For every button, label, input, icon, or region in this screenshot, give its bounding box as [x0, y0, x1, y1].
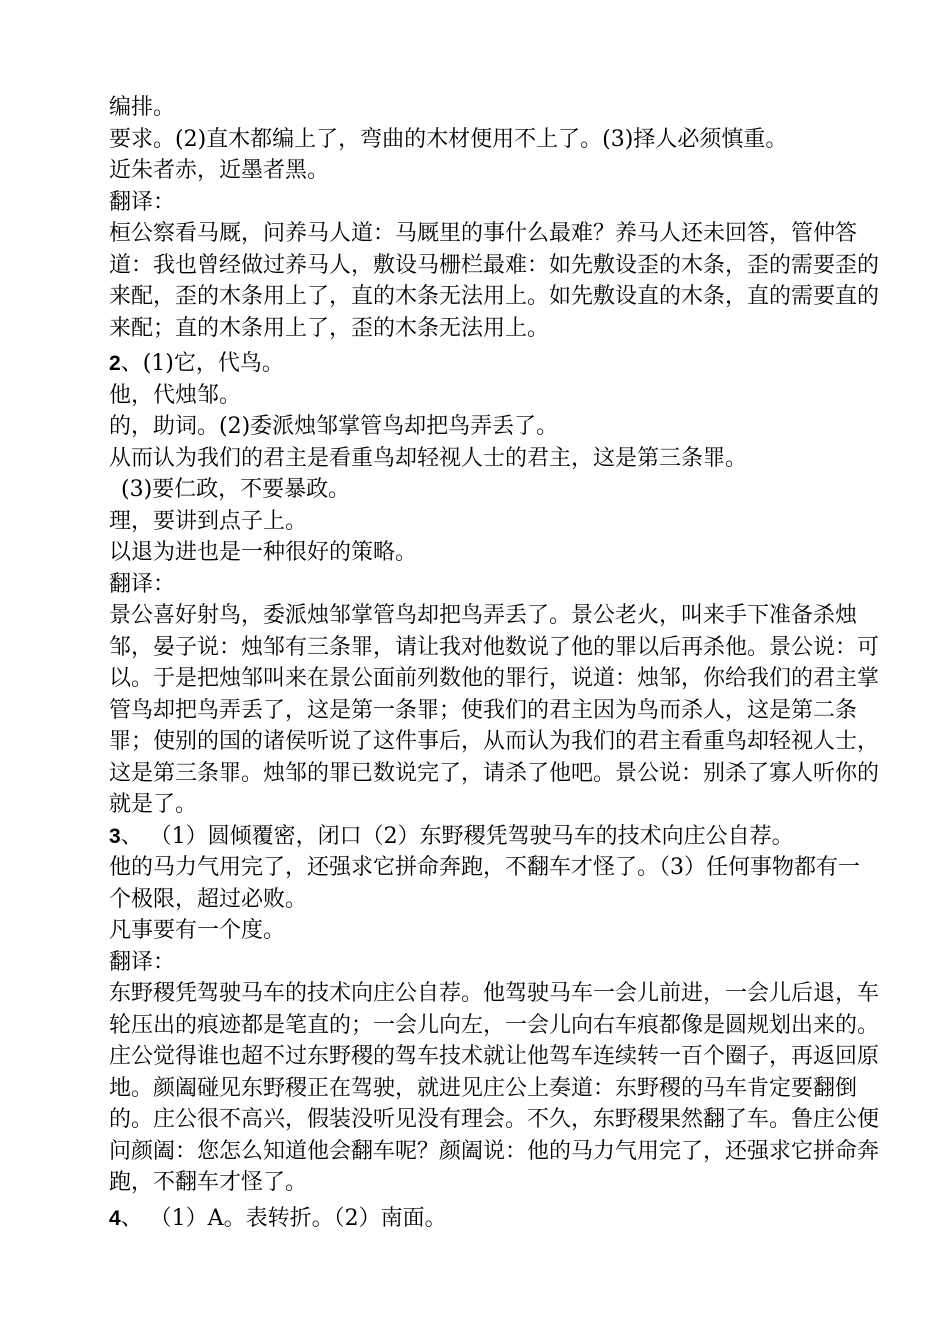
- section-heading-text: 、 （1）圆倾覆密，闭口（2）东野稷凭驾驶马车的技术向庄公自荐。: [120, 823, 794, 849]
- text-line: 编排。: [109, 95, 176, 120]
- text-line: 的，助词。(2)委派烛邹掌管鸟却把鸟弄丢了。: [109, 414, 559, 439]
- text-line: 理，要讲到点子上。: [109, 508, 308, 534]
- text-line: 要求。(2)直木都编上了，弯曲的木材便用不上了。(3)择人必须慎重。: [109, 126, 788, 152]
- translation-label: 翻译：: [109, 189, 176, 215]
- section-heading-text: 、 （1）A。表转折。（2）南面。: [120, 1205, 447, 1231]
- section-2-heading: [109, 348, 879, 380]
- text-line: (3)要仁政，不要暴政。: [121, 477, 351, 502]
- section-number: 3: [109, 824, 121, 848]
- section-3-heading: [109, 821, 879, 853]
- section-4-heading: [109, 1203, 879, 1235]
- translation-label: 翻译：: [109, 571, 176, 597]
- document-body: [109, 92, 879, 1234]
- text-line: 以退为进也是一种很好的策略。: [109, 540, 418, 565]
- translation-label: 翻译：: [109, 949, 176, 975]
- translation-paragraph-1: 桓公察看马厩，问养马人道：马厩里的事什么最难？养马人还未回答，管仲答道：我也曾经做过养马人，敷设马栅栏最难：如先敷设歪的木条，歪的需要歪的来配，歪的木条用上了，直的木条无法用上。如先敷设直的木条，直的需要直的来配；直的木条用上了，歪的木条无法用上。: [109, 221, 880, 341]
- section-number: 2: [109, 352, 121, 375]
- translation-paragraph-3: 东野稷凭驾驶马车的技术向庄公自荐。他驾驶马车一会儿前进，一会儿后退，车轮压出的痕迹都是笔直的；一会儿向左，一会儿向右车痕都像是圆规划出来的。庄公觉得谁也超不过东野稷的驾车技术就让他驾车连续转一百个圈子，再返回原地。颜阖碰见东野稷正在驾驶，就进见庄公上奏道：东野稷的马车肯定要翻倒的。庄公很不高兴，假装没听见没有理会。不久，东野稷果然翻了车。鲁庄公便问颜阖：您怎么知道他会翻车呢？颜阖说：他的马力气用完了，还强求它拼命奔跑，不翻车才怪了。: [109, 981, 880, 1195]
- translation-paragraph-2: 景公喜好射鸟，委派烛邹掌管鸟却把鸟弄丢了。景公老火，叫来手下准备杀烛邹，晏子说：烛邹有三条罪，请让我对他数说了他的罪以后再杀他。景公说：可以。于是把烛邹叫来在景公面前列数他的罪行，说道：烛邹，你给我们的君主掌管鸟却把鸟弄丢了，这是第一条罪；使我们的君主因为鸟而杀人，这是第二条罪；使别的国的诸侯听说了这件事后，从而认为我们的君主看重鸟却轻视人士，这是第三条罪。烛邹的罪已数说完了，请杀了他吧。景公说：别杀了寡人听你的就是了。: [109, 603, 880, 817]
- answer-paragraph-3: 他的马力气用完了，还强求它拼命奔跑，不翻车才怪了。（3）任何事物都有一个极限，超过必败。: [109, 855, 860, 912]
- section-heading-text: 、(1)它，代鸟。: [120, 351, 284, 376]
- text-line: 他，代烛邹。: [109, 382, 242, 408]
- text-line: 近朱者赤，近墨者黑。: [109, 158, 330, 183]
- text-line: 从而认为我们的君主是看重鸟却轻视人士的君主，这是第三条罪。: [109, 445, 748, 471]
- text-line: 凡事要有一个度。: [109, 918, 286, 943]
- section-number: 4: [109, 1206, 121, 1230]
